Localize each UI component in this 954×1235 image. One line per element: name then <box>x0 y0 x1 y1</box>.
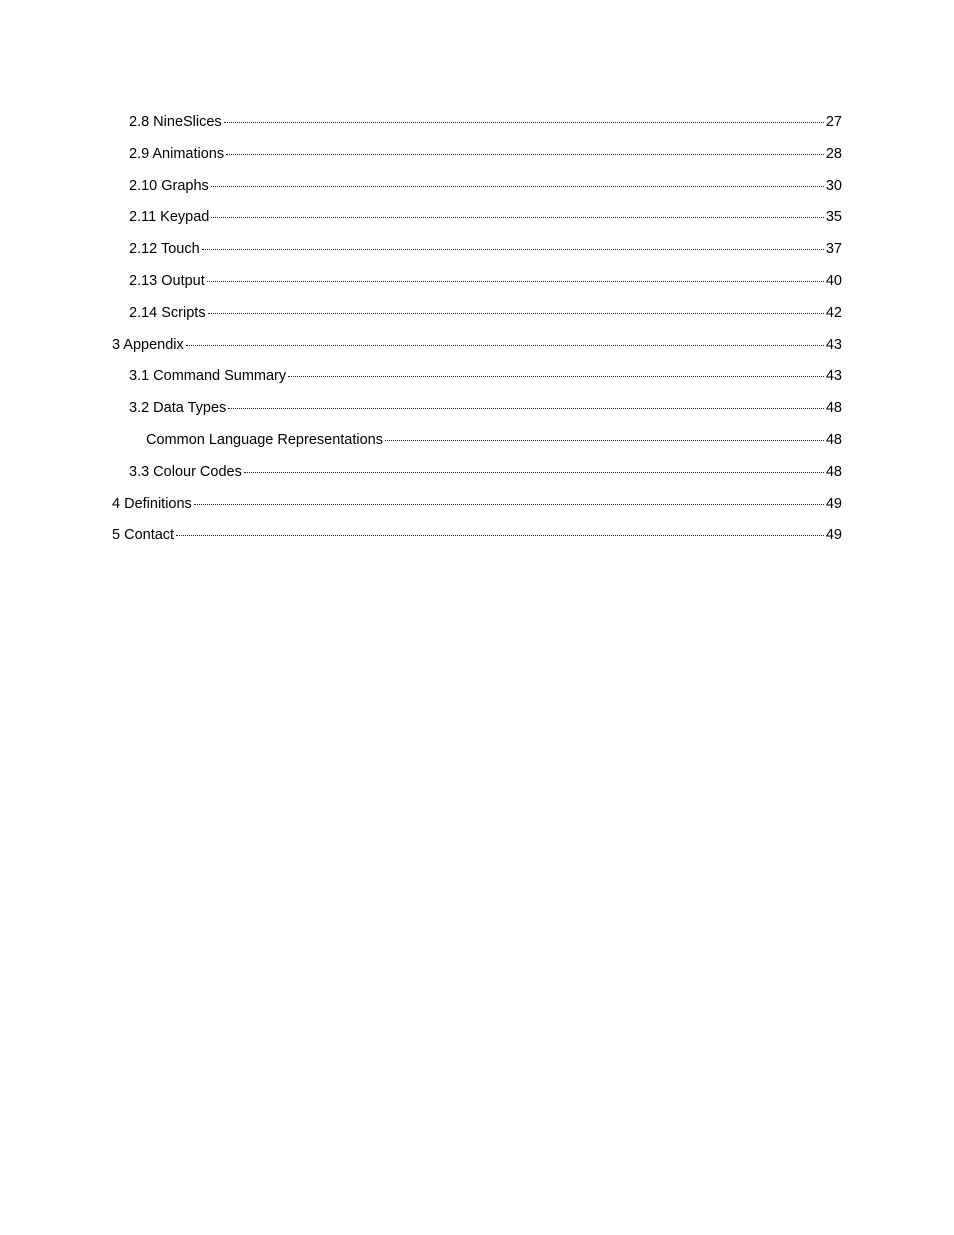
toc-entry-page: 49 <box>825 527 842 544</box>
toc-entry-title: 3.2 Data Types <box>129 400 227 417</box>
toc-dot-leader <box>211 216 824 218</box>
toc-entry-title: 3.3 Colour Codes <box>129 463 242 480</box>
toc-entry-title: 2.10 Graphs <box>129 177 209 194</box>
toc-entry-page: 27 <box>825 114 842 130</box>
toc-dot-leader <box>208 312 824 314</box>
toc-entry-2-10-graphs[interactable] <box>112 174 842 206</box>
toc-entry-page: 35 <box>825 209 842 226</box>
toc-entry-title: 2.13 Output <box>129 272 205 289</box>
toc-dot-leader <box>224 121 824 123</box>
toc-entry-2-9-animations[interactable] <box>112 142 842 174</box>
toc-entry-title: 2.12 Touch <box>129 241 200 258</box>
toc-entry-page: 28 <box>825 145 842 162</box>
toc-entry-page: 48 <box>825 431 842 448</box>
toc-entry-2-13-output[interactable] <box>112 269 842 301</box>
toc-entry-2-14-scripts[interactable] <box>112 301 842 333</box>
toc-dot-leader <box>186 344 824 346</box>
toc-entry-page: 37 <box>825 241 842 258</box>
toc-dot-leader <box>207 280 824 282</box>
toc-entry-2-8-nineslices[interactable] <box>112 110 842 142</box>
toc-dot-leader <box>228 407 824 409</box>
toc-entry-page: 48 <box>825 463 842 480</box>
table-of-contents <box>112 110 842 555</box>
toc-entry-3-appendix[interactable] <box>112 333 842 365</box>
toc-entry-4-definitions[interactable] <box>112 492 842 524</box>
toc-entry-title: 2.11 Keypad <box>129 209 210 226</box>
toc-entry-3-1-command-summary[interactable] <box>112 364 842 396</box>
toc-entry-title: 5 Contact <box>112 527 175 544</box>
toc-dot-leader <box>194 503 824 505</box>
toc-entry-page: 49 <box>825 495 842 512</box>
toc-entry-page: 48 <box>825 400 842 417</box>
toc-entry-title: 3 Appendix <box>112 336 184 353</box>
toc-dot-leader <box>385 439 824 441</box>
toc-entry-title: 4 Definitions <box>112 495 192 512</box>
toc-entry-2-12-touch[interactable] <box>112 237 842 269</box>
toc-entry-3-2-data-types[interactable] <box>112 396 842 428</box>
toc-dot-leader <box>226 153 824 155</box>
toc-entry-title: 3.1 Command Summary <box>129 368 287 385</box>
toc-entry-title: Common Language Representations <box>146 431 383 448</box>
toc-entry-page: 43 <box>825 336 842 353</box>
toc-dot-leader <box>202 248 824 250</box>
toc-dot-leader <box>244 471 824 473</box>
toc-entry-2-11-keypad[interactable] <box>112 205 842 237</box>
toc-entry-3-3-colour-codes[interactable] <box>112 460 842 492</box>
toc-entry-common-language-representations[interactable] <box>112 428 842 460</box>
toc-entry-title: 2.9 Animations <box>129 145 225 162</box>
toc-dot-leader <box>176 534 824 536</box>
toc-entry-5-contact[interactable] <box>112 523 842 555</box>
toc-entry-page: 43 <box>825 368 842 385</box>
toc-entry-title: 2.8 NineSlices <box>129 114 222 130</box>
toc-entry-page: 42 <box>825 304 842 321</box>
toc-entry-page: 30 <box>825 177 842 194</box>
toc-entry-page: 40 <box>825 272 842 289</box>
toc-dot-leader <box>288 375 824 377</box>
toc-entry-title: 2.14 Scripts <box>129 304 206 321</box>
toc-dot-leader <box>211 185 824 187</box>
